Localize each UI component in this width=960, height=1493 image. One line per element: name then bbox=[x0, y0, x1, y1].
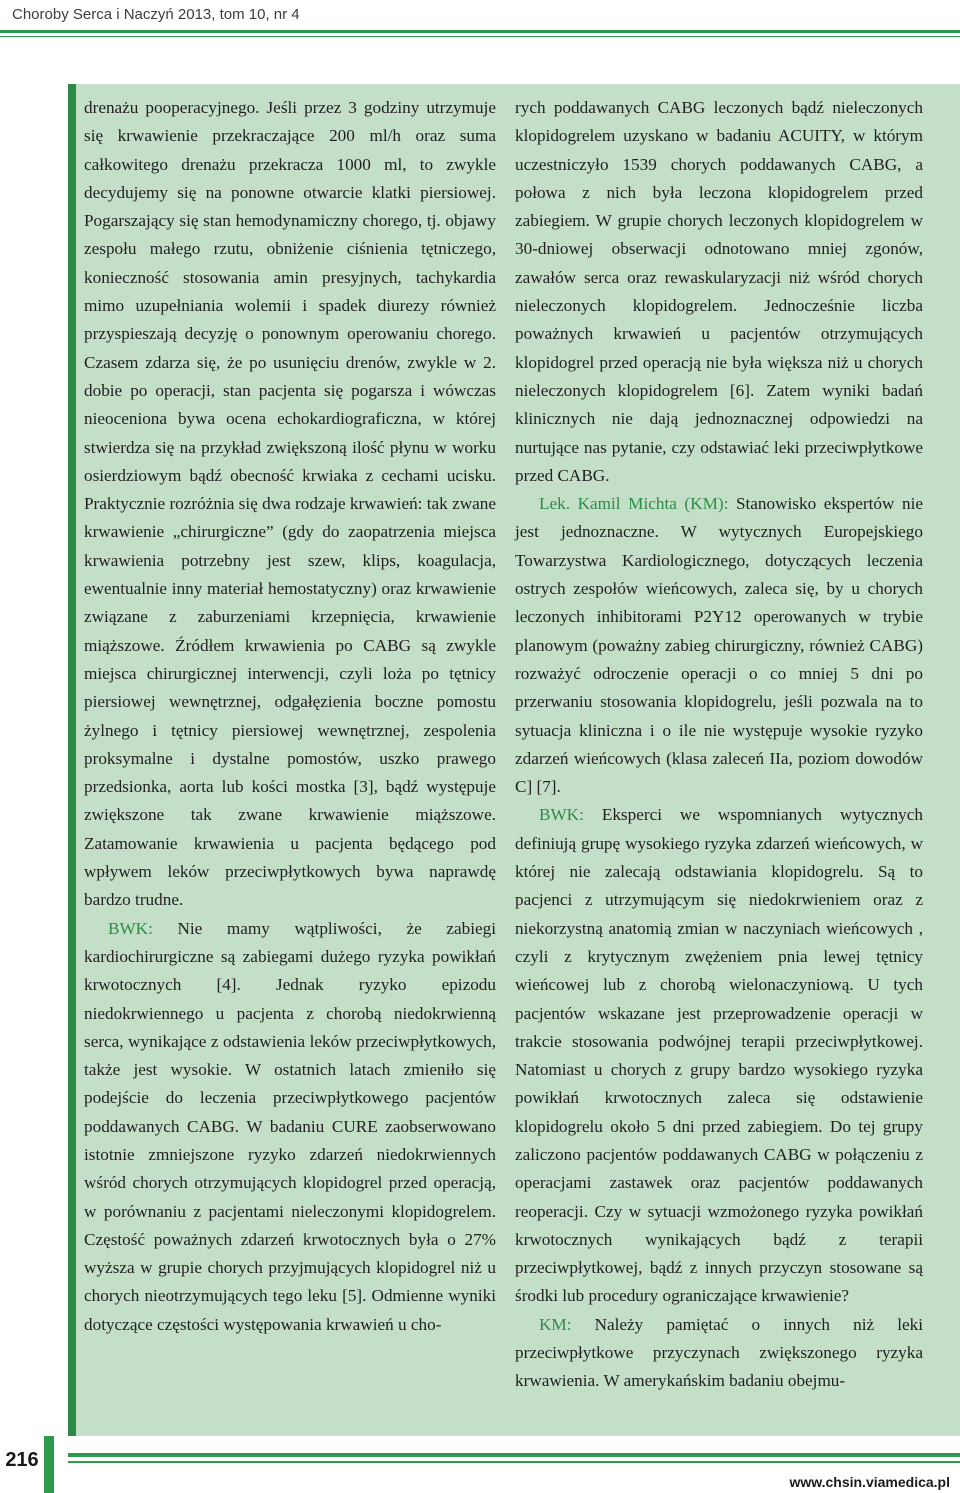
paragraph bbox=[515, 1311, 923, 1396]
header-rule-thin bbox=[0, 36, 960, 37]
paragraph bbox=[84, 915, 496, 1339]
panel-accent-strip bbox=[68, 84, 76, 1436]
paragraph bbox=[84, 94, 496, 915]
left-text-column bbox=[84, 94, 496, 1339]
paragraph-text: Nie mamy wątpliwości, że zabiegi kardiochirurgiczne są zabiegami dużego ryzyka powikłań krwotocznych [4]. Jednak ryzyko epizodu niedokrwiennego u pacjenta z chorobą niedokrwienną serca, wynikające z odstawienia leków przeciwpłytkowych, także jest wysokie. W ostatnich latach zmieniło się podejście do leczenia przeciwpłytkowego pacjentów poddawanych CABG. W badaniu CURE zaobserwowano istotnie zmniejszone ryzyko zdarzeń niedokrwiennych wśród chorych otrzymujących klopidogrel przed operacją, w porównaniu z pacjentami nieleczonymi klopidogrelem. Częstość poważnych zdarzeń krwotocznych była o 27% wyższa w grupie chorych przyjmujących klopidogrel niż u chorych nieotrzymujących tego leku [5]. Odmienne wyniki dotyczące częstości występowania krwawień u cho- bbox=[84, 918, 496, 1334]
paragraph-text: Eksperci we wspomnianych wytycznych definiują grupę wysokiego ryzyka zdarzeń wieńcowych, w której nie zalecają odstawiania klopidogrelu. Są to pacjenci z utrzymującym się niedokrwieniem oraz z niekorzystną anatomią zmian w naczyniach wieńcowych , czyli z krytycznym zwężeniem pnia lewej tętnicy wieńcowej lub z chorobą wielonaczyniową. U tych pacjentów wskazane jest przeprowadzenie operacji w trakcie stosowania podwójnej terapii przeciwpłytkowej. Natomiast u chorych z grupy bardzo wysokiego ryzyka powikłań krwotocznych zaleca się odstawienie klopidogrelu około 5 dni przed zabiegiem. Do tej grupy zaliczono pacjentów poddawanych CABG w połączeniu z operacjami zastawek oraz pacjentów poddawanych reoperacji. Czy w sytuacji wzmożonego ryzyka powikłań krwotocznych wynikających bądź z terapii przeciwpłytkowej, bądź z innych przyczyn stosowane są środki lub procedury ograniczające krwawienie? bbox=[515, 805, 923, 1306]
paragraph bbox=[515, 94, 923, 490]
speaker-label: KM: bbox=[539, 1314, 572, 1334]
paragraph bbox=[515, 801, 923, 1310]
journal-header bbox=[0, 0, 960, 36]
speaker-label: BWK: bbox=[539, 805, 584, 825]
header-rule-thick bbox=[0, 30, 960, 33]
footer-rule-thin bbox=[68, 1461, 960, 1463]
page-number-bar bbox=[44, 1436, 54, 1493]
paragraph-text: drenażu pooperacyjnego. Jeśli przez 3 godziny utrzymuje się krwawienie przekraczające 200 ml/h oraz suma całkowitego drenażu przekracza 1000 ml, to zwykle decydujemy się na ponowne otwarcie klatki piersiowej. Pogarszający się stan hemodynamiczny chorego, tj. objawy zespołu małego rzutu, obniżenie ciśnienia tętniczego, konieczność stosowania amin presyjnych, tachykardia mimo uzupełniania wolemii i spadek diurezy również przyspieszają decyzję o ponownym operowaniu chorego. Czasem zdarza się, że po usunięciu drenów, zwykle w 2. dobie po operacji, stan pacjenta się pogarsza i wówczas nieoceniona bywa ocena echokardiograficzna, w której stwierdza się na przykład zwiększoną ilość płynu w worku osierdziowym bądź obecność krwiaka z cechami ucisku. Praktycznie rozróżnia się dwa rodzaje krwawień: tak zwane krwawienie „chirurgiczne” (gdy do zaopatrzenia miejsca krwawienia potrzebny jest szew, klips, koagulacja, ewentualnie inny materiał hemostatyczny) oraz krwawienie związane z zaburzeniami krzepnięcia, krwawienie miąższowe. Źródłem krwawienia po CABG są zwykle miejsca chirurgicznej interwencji, czyli loża po tętnicy piersiowej wewnętrznej, odgałęzienia boczne pomostu żylnego i tętnicy piersiowej wewnętrznej, zespolenia proksymalne i dystalne pomostów, uszko prawego przedsionka, aorta lub kości mostka [3], bądź występuje zwiększone tak zwane krwawienie miąższowe. Zatamowanie krwawienia u pacjenta będącego pod wpływem leków przeciwpłytkowych bywa naprawdę bardzo trudne. bbox=[84, 98, 496, 910]
speaker-label: BWK: bbox=[108, 918, 153, 938]
speaker-label: Lek. Kamil Michta (KM): bbox=[539, 494, 729, 514]
footer-rule-thick bbox=[68, 1453, 960, 1457]
paragraph-text: Stanowisko ekspertów nie jest jednoznaczne. W wytycznych Europejskiego Towarzystwa Kardiologicznego, dotyczących leczenia ostrych zespołów wieńcowych, zaleca się, by u chorych leczonych inhibitorami P2Y12 operowanych w trybie planowym (poważny zabieg chirurgiczny, również CABG) rozważyć odroczenie operacji o co mniej 5 dni po przerwaniu stosowania klopidogrelu, jeśli pozwala na to sytuacja kliniczna i o ile nie występuje wysokie ryzyko zdarzeń wieńcowych (klasa zaleceń IIa, poziom dowodów C] [7]. bbox=[515, 494, 923, 797]
paragraph bbox=[515, 490, 923, 801]
right-text-column bbox=[515, 94, 923, 1396]
journal-title: Choroby Serca i Naczyń 2013, tom 10, nr 4 bbox=[12, 6, 300, 23]
paragraph-text: rych poddawanych CABG leczonych bądź nieleczonych klopidogrelem uzyskano w badaniu ACUITY, w którym uczestniczyło 1539 chorych poddawanych CABG, a połowa z nich była leczona klopidogrelem przed zabiegiem. W grupie chorych leczonych klopidogrelem w 30-dniowej obserwacji odnotowano mniej zgonów, zawałów serca oraz rewaskularyzacji niż wśród chorych nieleczonych klopidogrelem. Jednocześnie liczba poważnych krwawień u pacjentów otrzymujących klopidogrel przed operacją nie była większa niż u chorych nieleczonych klopidogrelem [6]. Zatem wyniki badań klinicznych nie dają jednoznacznej odpowiedzi na nurtujące nas pytanie, czy odstawiać leki przeciwpłytkowe przed CABG. bbox=[515, 98, 923, 485]
website-link[interactable]: www.chsin.viamedica.pl bbox=[789, 1474, 950, 1490]
page-number: 216 bbox=[5, 1449, 39, 1471]
paragraph-text: Należy pamiętać o innych niż leki przeciwpłytkowe przyczynach zwiększonego ryzyka krwawienia. W amerykańskim badaniu obejmu- bbox=[515, 1314, 923, 1391]
